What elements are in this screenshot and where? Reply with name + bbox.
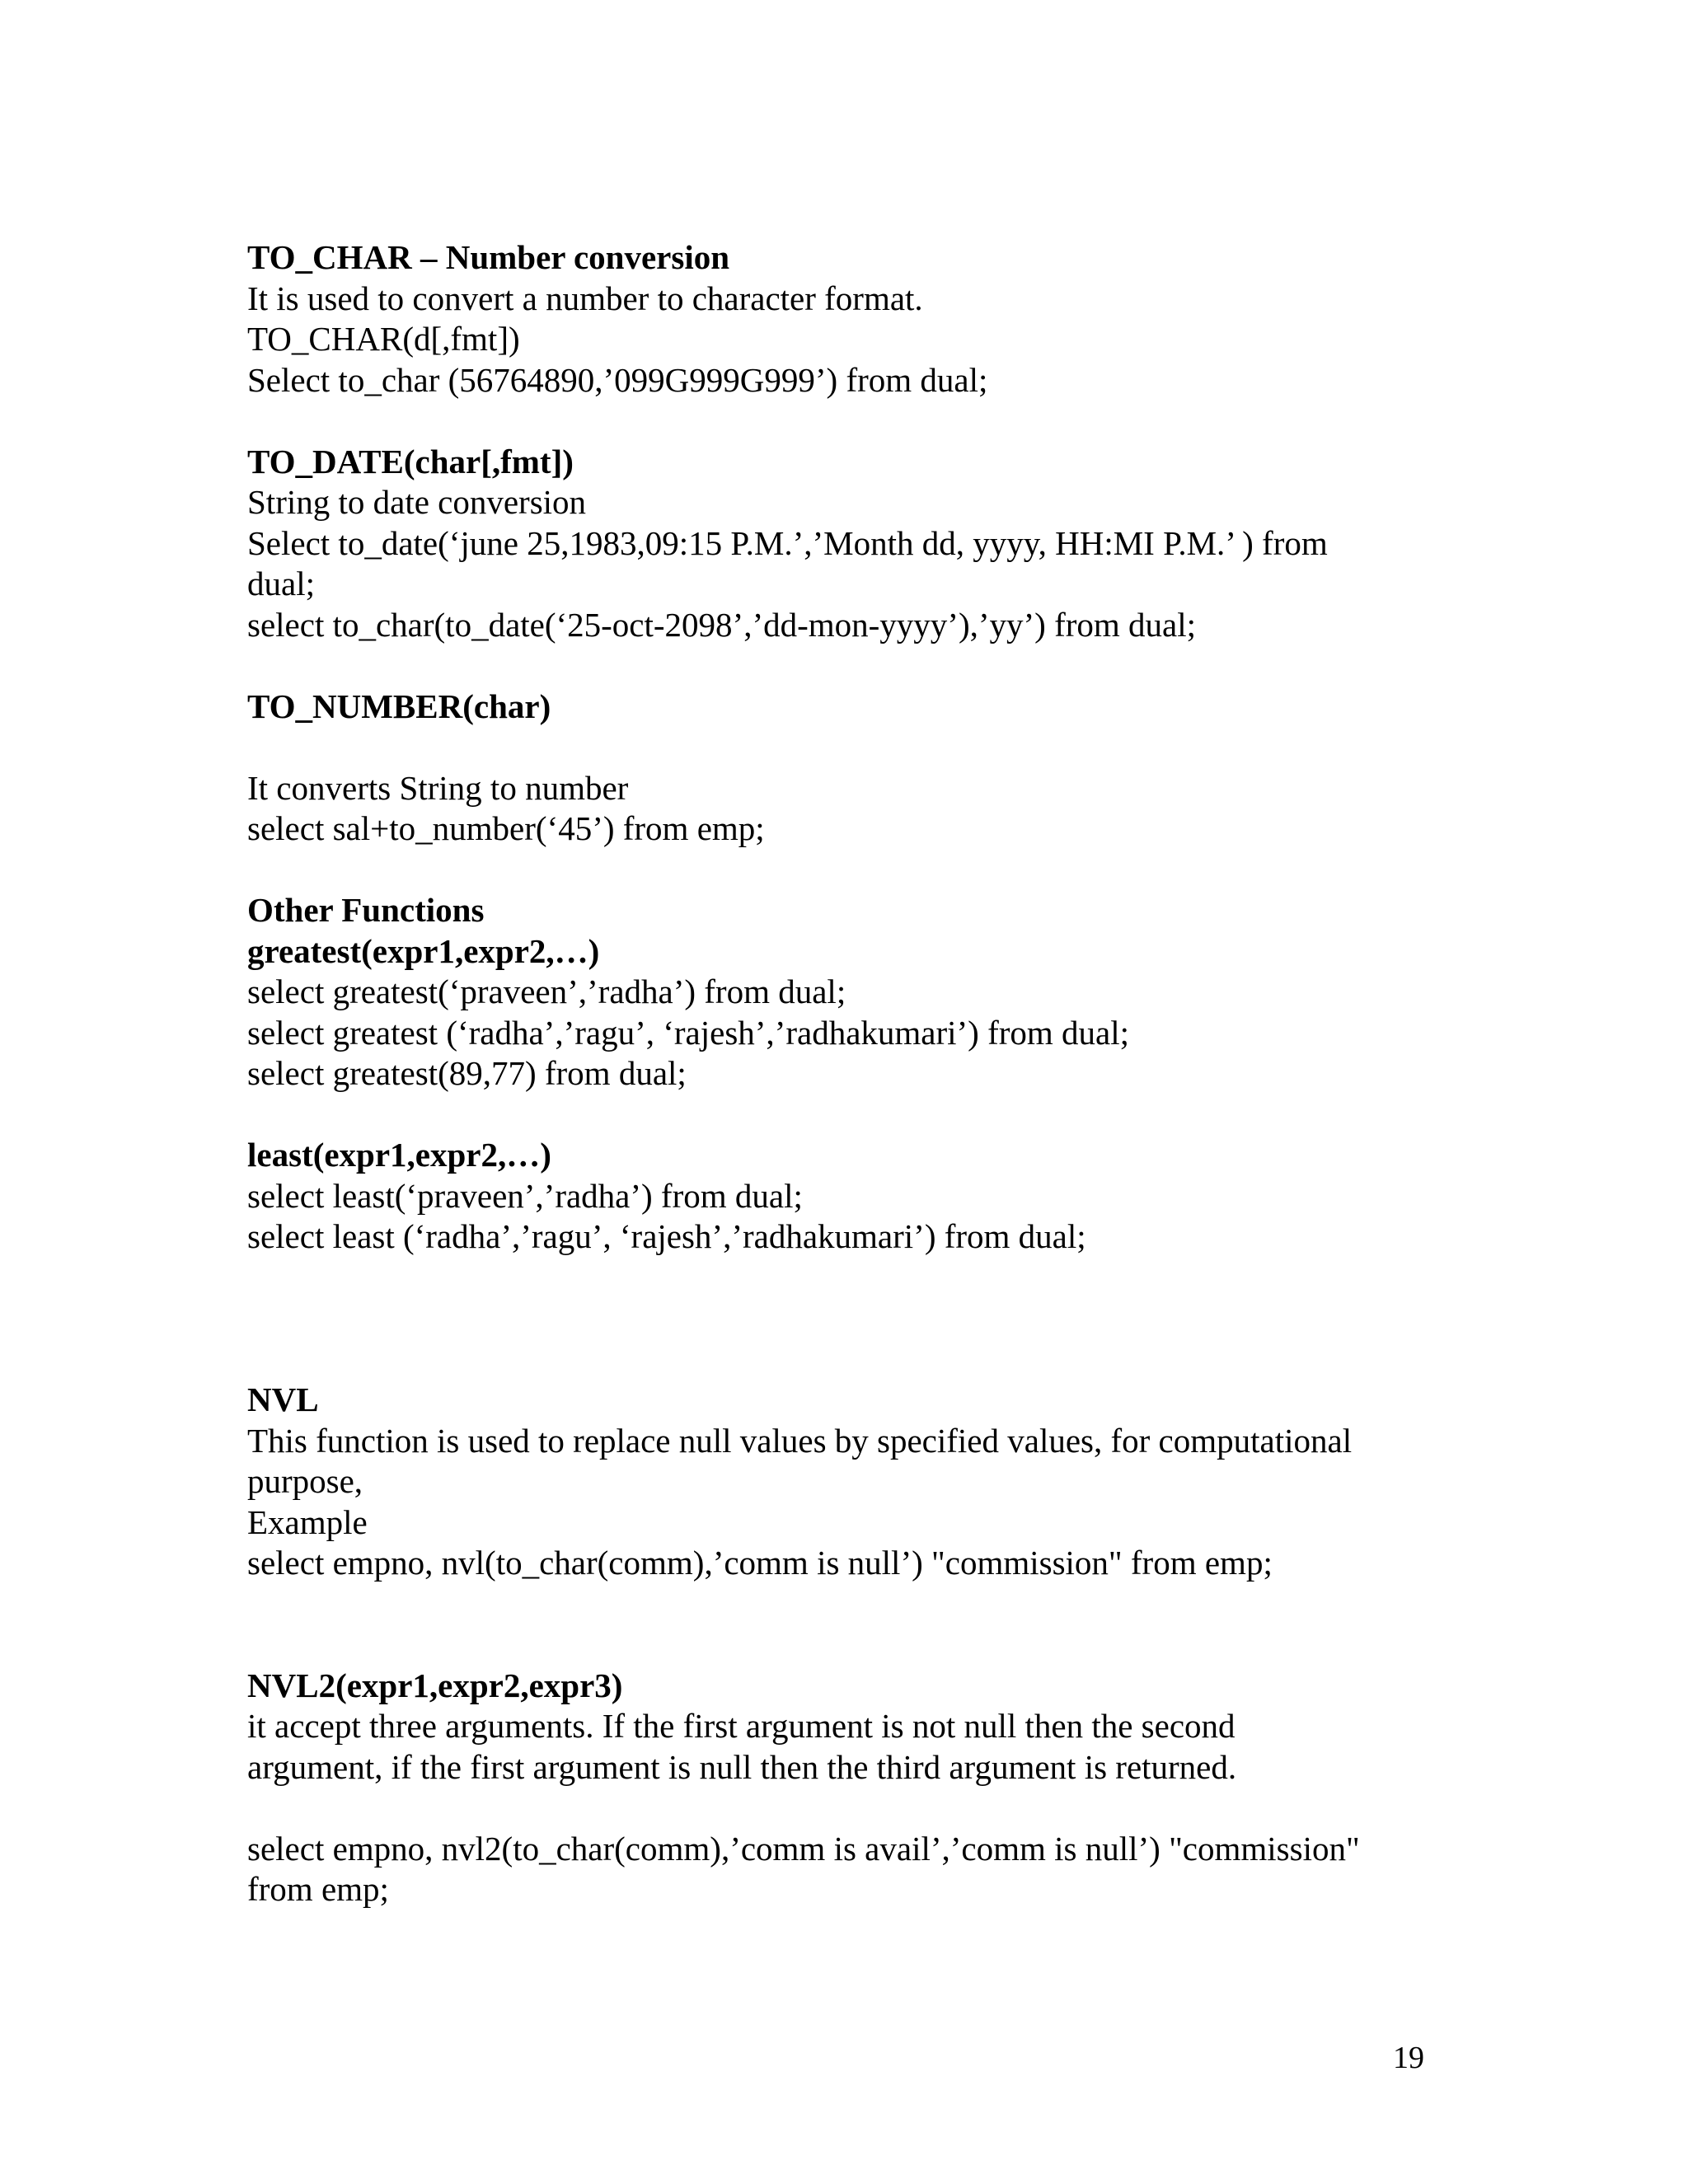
code-line: select empno, nvl2(to_char(comm),’comm is avail’,’comm is null’) "commission" bbox=[247, 1829, 1360, 1868]
code-line: select greatest(89,77) from dual; bbox=[247, 1054, 687, 1092]
code-line: select least (‘radha’,’ragu’, ‘rajesh’,’radhakumari’) from dual; bbox=[247, 1217, 1086, 1255]
section-to-date bbox=[247, 442, 1451, 646]
code-line: select least(‘praveen’,’radha’) from dual; bbox=[247, 1176, 803, 1215]
text-line: Example bbox=[247, 1502, 368, 1541]
text-line: This function is used to replace null values by specified values, for computational bbox=[247, 1421, 1353, 1460]
code-line: dual; bbox=[247, 565, 315, 602]
text-line: String to date conversion bbox=[247, 483, 587, 521]
page-number: 19 bbox=[1393, 2041, 1424, 2075]
code-line: Select to_date(‘june 25,1983,09:15 P.M.’,’Month dd, yyyy, HH:MI P.M.’ ) from bbox=[247, 523, 1328, 562]
subsection-heading: least(expr1,expr2,…) bbox=[247, 1136, 551, 1174]
section-heading: TO_DATE(char[,fmt]) bbox=[247, 442, 574, 480]
text-line: purpose, bbox=[247, 1462, 363, 1500]
section-heading: Other Functions bbox=[247, 891, 485, 929]
section-nvl bbox=[247, 1380, 1451, 1584]
section-to-number bbox=[247, 687, 1451, 850]
section-other-functions bbox=[247, 890, 1451, 1258]
text-line: argument, if the first argument is null then the third argument is returned. bbox=[247, 1747, 1237, 1786]
text-line: it accept three arguments. If the first argument is not null then the second bbox=[247, 1707, 1236, 1745]
text-line: It converts String to number bbox=[247, 768, 629, 807]
code-line: select greatest (‘radha’,’ragu’, ‘rajesh’,’radhakumari’) from dual; bbox=[247, 1013, 1130, 1052]
code-line: from emp; bbox=[247, 1870, 389, 1908]
subsection-heading: greatest(expr1,expr2,…) bbox=[247, 931, 600, 970]
syntax-line: TO_CHAR(d[,fmt]) bbox=[247, 320, 520, 358]
text-line: It is used to convert a number to character format. bbox=[247, 279, 923, 317]
section-heading: TO_NUMBER(char) bbox=[247, 687, 551, 725]
code-line: select sal+to_number(‘45’) from emp; bbox=[247, 809, 765, 847]
section-heading: NVL bbox=[247, 1380, 319, 1418]
section-heading: NVL2(expr1,expr2,expr3) bbox=[247, 1666, 623, 1704]
section-heading: TO_CHAR – Number conversion bbox=[247, 238, 730, 276]
code-line: select empno, nvl(to_char(comm),’comm is null’) "commission" from emp; bbox=[247, 1544, 1273, 1582]
code-line: select greatest(‘praveen’,’radha’) from dual; bbox=[247, 972, 846, 1010]
code-line: select to_char(to_date(‘25-oct-2098’,’dd-mon-yyyy’),’yy’) from dual; bbox=[247, 605, 1197, 644]
page-content bbox=[247, 237, 1451, 1910]
code-line: Select to_char (56764890,’099G999G999’) from dual; bbox=[247, 360, 988, 399]
section-to-char bbox=[247, 237, 1451, 401]
section-nvl2 bbox=[247, 1666, 1451, 1910]
